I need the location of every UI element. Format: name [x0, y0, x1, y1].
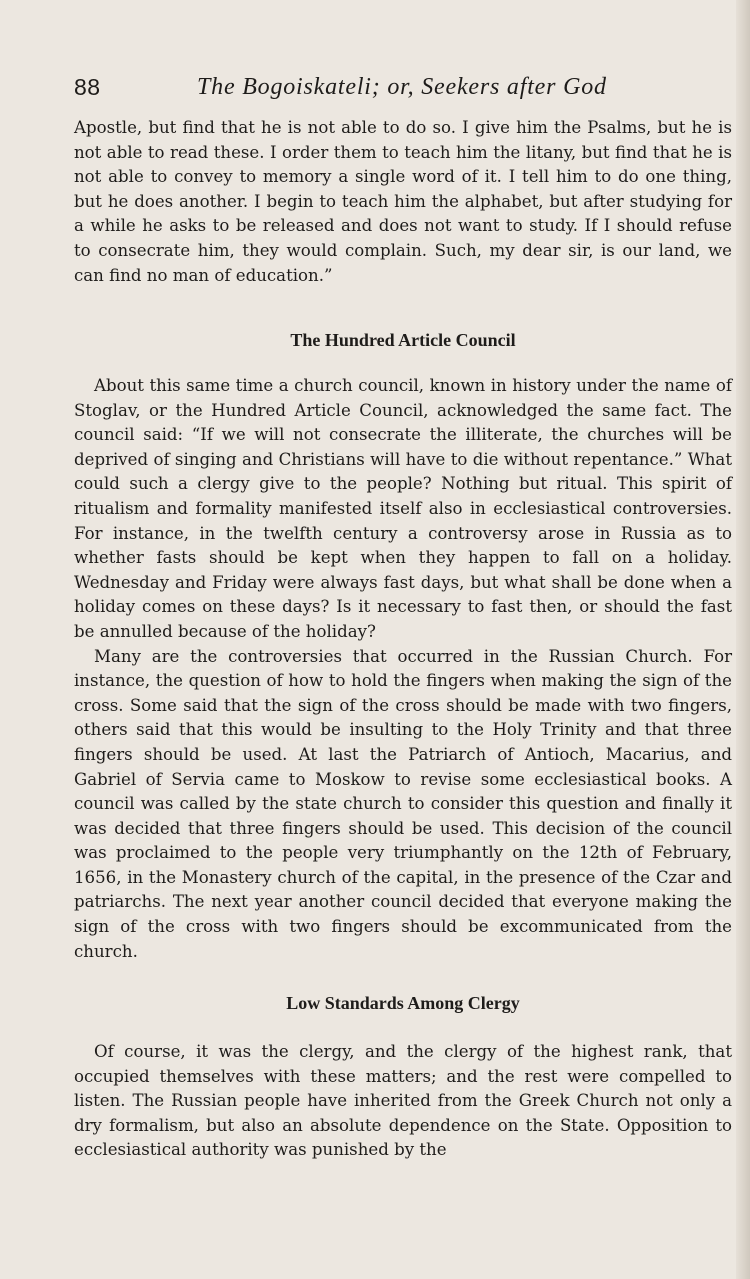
section-body — [74, 1040, 732, 1163]
section-heading: Low Standards Among Clergy — [286, 993, 520, 1013]
paragraph-continuation — [74, 116, 732, 288]
section-heading: The Hundred Article Council — [290, 330, 516, 350]
running-title: The Bogoiskateli; or, Seekers after God — [197, 74, 607, 100]
page-header — [74, 74, 676, 104]
page-edge-shadow — [736, 0, 750, 1279]
page-number: 88 — [74, 74, 101, 100]
paragraph: About this same time a church council, known in history under the name of Stoglav, or the Hundred Article Council, acknowledged the same fact. The council said: “If we will not consecrate the illiterate, the churches will be deprived of singing and Christians will have to die without repentance.” What could such a clergy give to the people? Nothing but ritual. This spirit of ritualism and formality manifested itself also in ecclesiastical controversies. For instance, in the twelfth century a controversy arose in Russia as to whether fasts should be kept when they happen to fall on a holiday. Wednesday and Friday were always fast days, but what shall be done when a holiday comes on these days? Is it necessary to fast then, or should the fast be annulled because of the holiday? — [74, 376, 732, 641]
paragraph: Many are the controversies that occurred in the Russian Church. For instance, the question of how to hold the fingers when making the sign of the cross. Some said that the sign of the cross should be made with two fingers, others said that this would be insulting to the Holy Trinity and that three fingers should be used. At last the Patriarch of Antioch, Macarius, and Gabriel of Servia came to Moskow to revise some ecclesiastical books. A council was called by the state church to consider this question and finally it was decided that three fingers should be used. This decision of the council was proclaimed to the people very triumphantly on the 12th of February, 1656, in the Monastery church of the capital, in the presence of the Czar and patriarchs. The next year another council decided that everyone making the sign of the cross with two fingers should be excommunicated from the church. — [74, 646, 732, 961]
paragraph: Apostle, but find that he is not able to do so. I give him the Psalms, but he is not able to read these. I order them to teach him the litany, but find that he is not able to convey to memory a single word of it. I tell him to do one thing, but he does another. I begin to teach him the alphabet, but after studying for a while he asks to be released and does not want to study. If I should refuse to consecrate him, they would complain. Such, my dear sir, is our land, we can find no man of education.” — [74, 118, 732, 285]
section-body — [74, 374, 732, 964]
paragraph: Of course, it was the clergy, and the clergy of the highest rank, that occupied themselves with these matters; and the rest were compelled to listen. The Russian people have inherited from the Greek Church not only a dry formalism, but also an absolute dependence on the State. Opposition to ecclesiastical authority was punished by the — [74, 1042, 732, 1160]
